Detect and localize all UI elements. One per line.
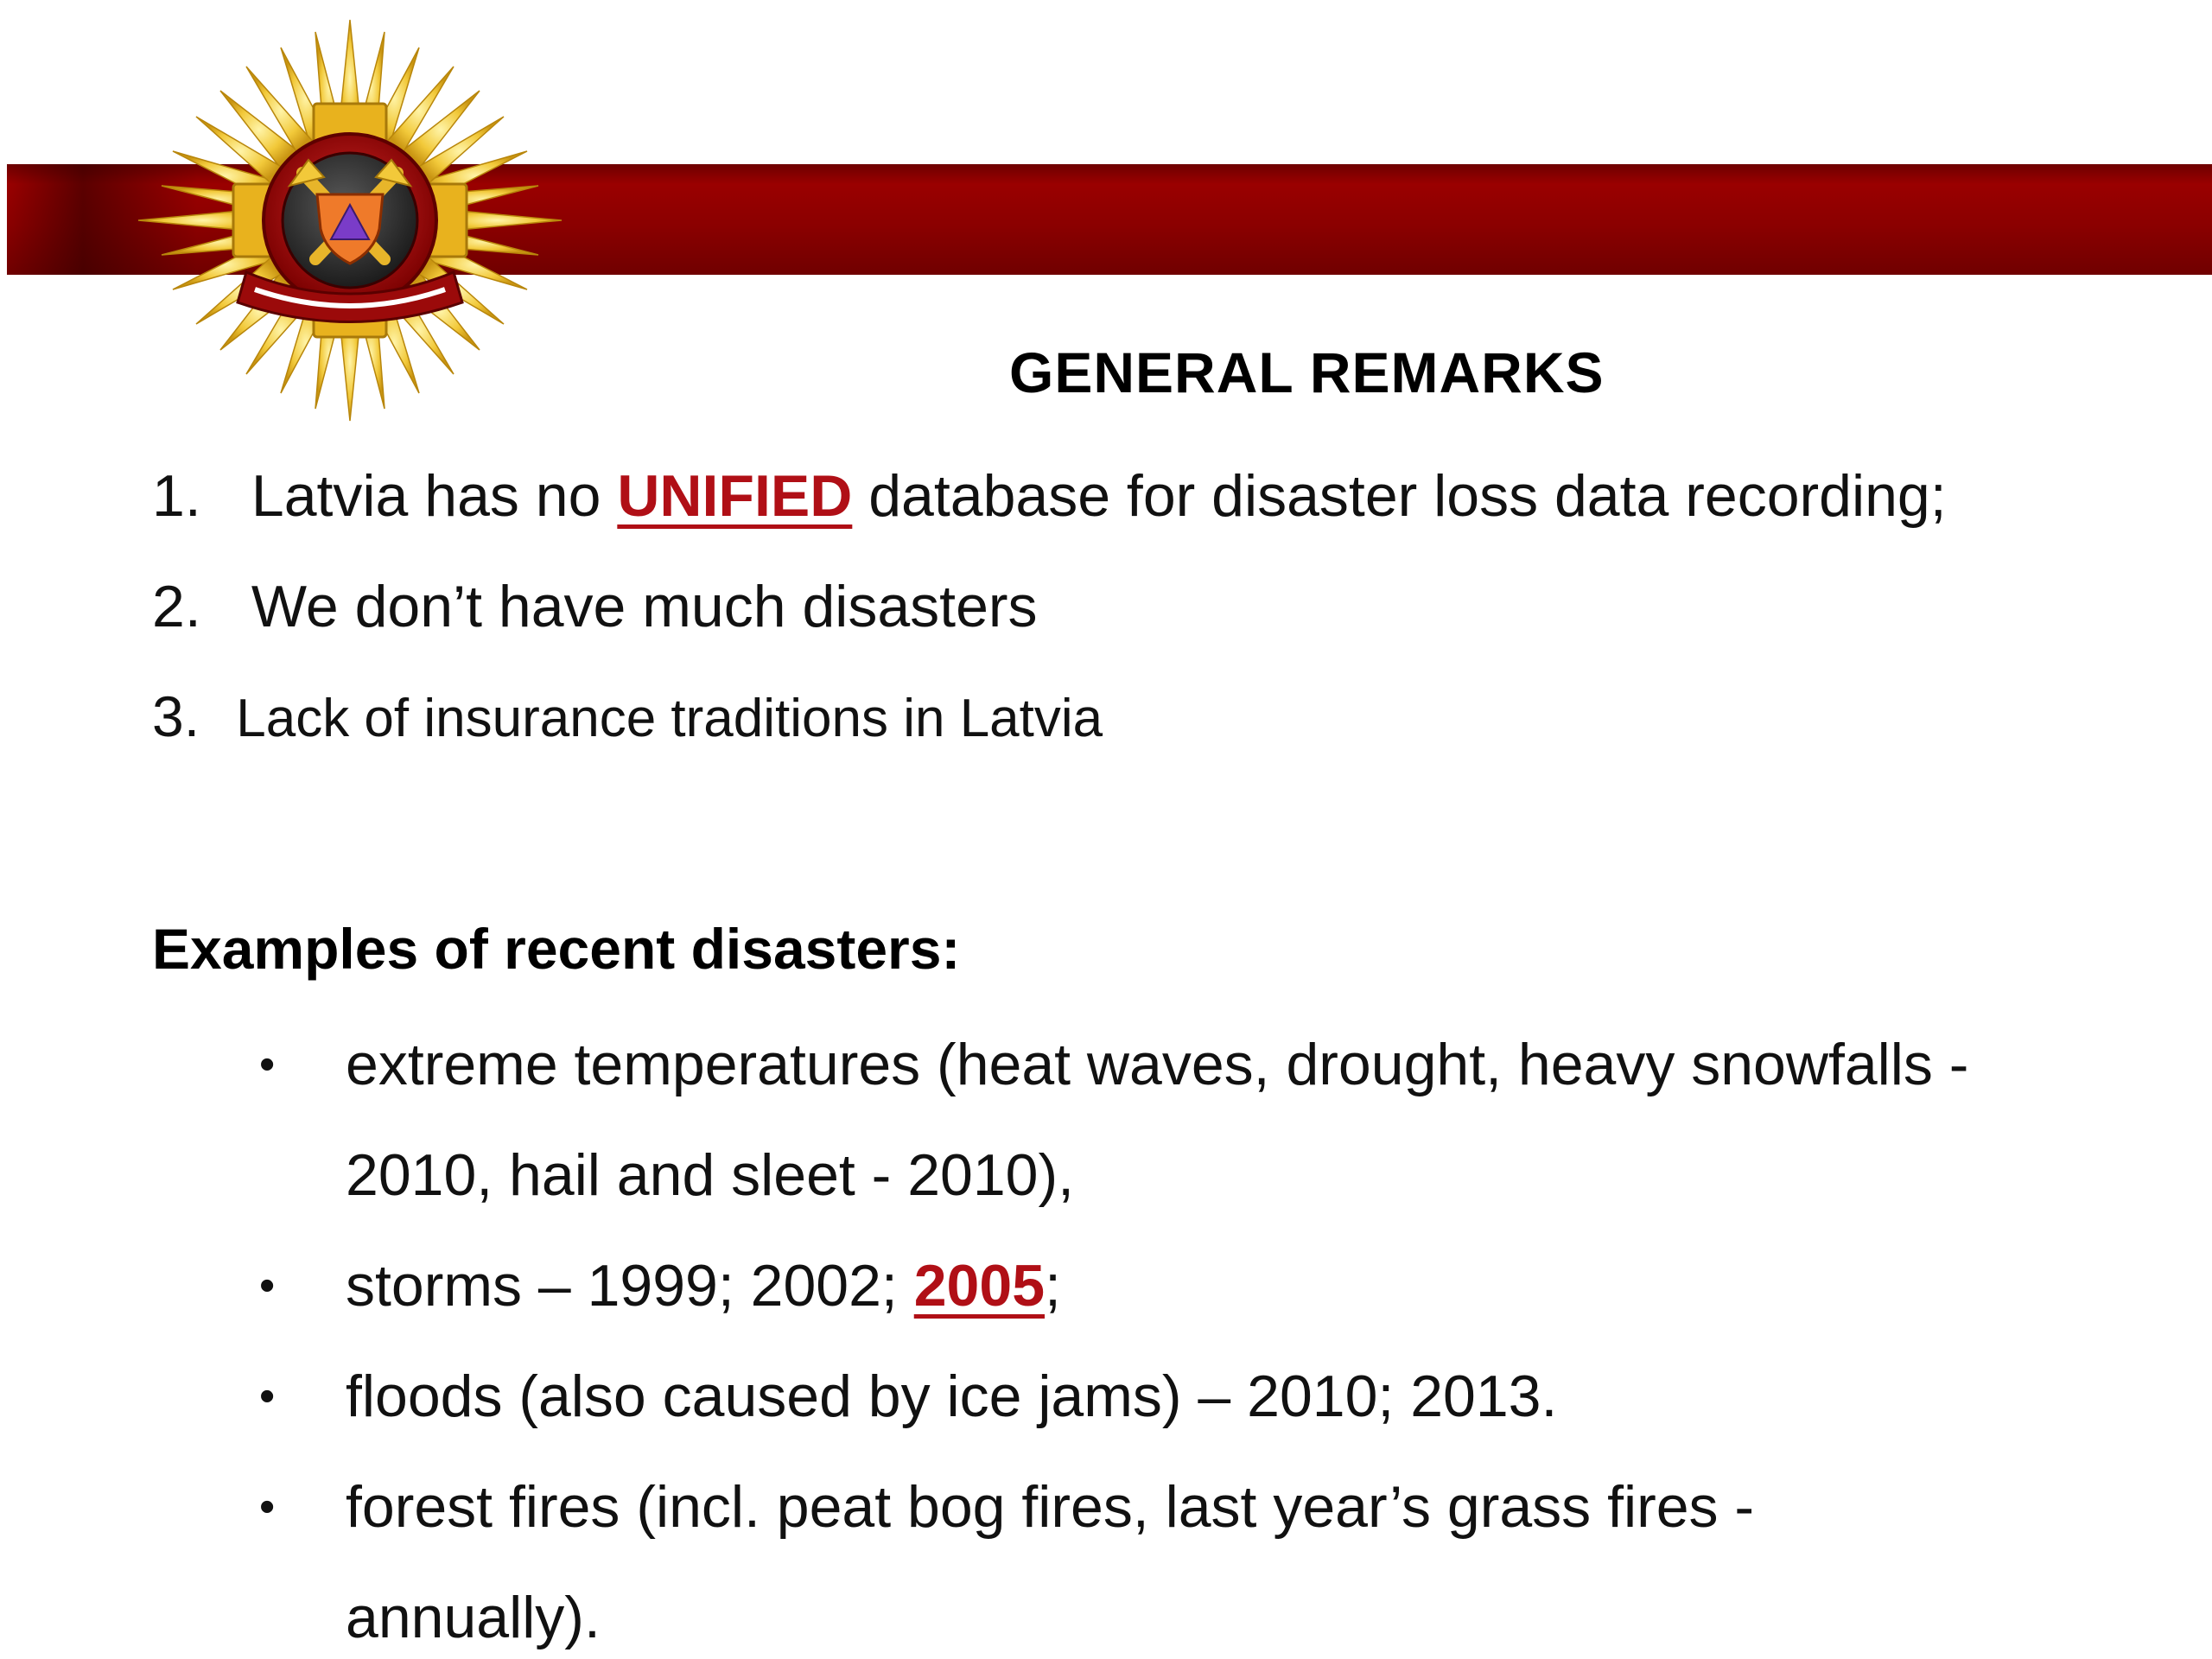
remark-text: We don’t have much disasters [251,574,1038,639]
remark-number: 3. [152,684,200,748]
remark-number: 2. [152,574,201,639]
remark-text-before: Latvia has no [251,463,601,529]
example-text-line1: extreme temperatures (heat waves, drought, heavy snowfalls - [346,1032,1969,1097]
example-text-line2: 2010, hail and sleet - 2010), [346,1142,1075,1208]
example-emphasis: 2005 [913,1253,1046,1319]
example-item [259,1452,2160,1659]
examples-heading: Examples of recent disasters: [152,917,961,981]
example-item [259,1341,2160,1452]
example-text-line2: annually). [346,1585,601,1650]
example-item [259,1009,2160,1230]
page-title: GENERAL REMARKS [1009,340,1605,404]
examples-list [259,1009,2160,1659]
example-text: floods (also caused by ice jams) – 2010; 2013. [346,1363,1558,1429]
remark-text: Lack of insurance traditions in Latvia [236,689,1103,748]
bullet-icon: • [259,1371,276,1421]
remarks-list [152,463,2139,748]
bullet-icon: • [259,1039,276,1090]
remark-text-after: database for disaster loss data recording; [868,463,1947,529]
example-item [259,1230,2160,1341]
remark-item [152,574,2139,688]
example-text-before: storms – 1999; 2002; [346,1253,898,1319]
remark-item [152,684,2139,748]
bullet-icon: • [259,1261,276,1311]
example-text-line1: forest fires (incl. peat bog fires, last year’s grass fires - [346,1474,1755,1540]
emblem-icon [130,9,570,432]
remark-emphasis: UNIFIED [617,463,853,529]
remark-item [152,463,2139,577]
example-text-after: ; [1045,1253,1061,1319]
bullet-icon: • [259,1482,276,1532]
remark-number: 1. [152,463,201,529]
